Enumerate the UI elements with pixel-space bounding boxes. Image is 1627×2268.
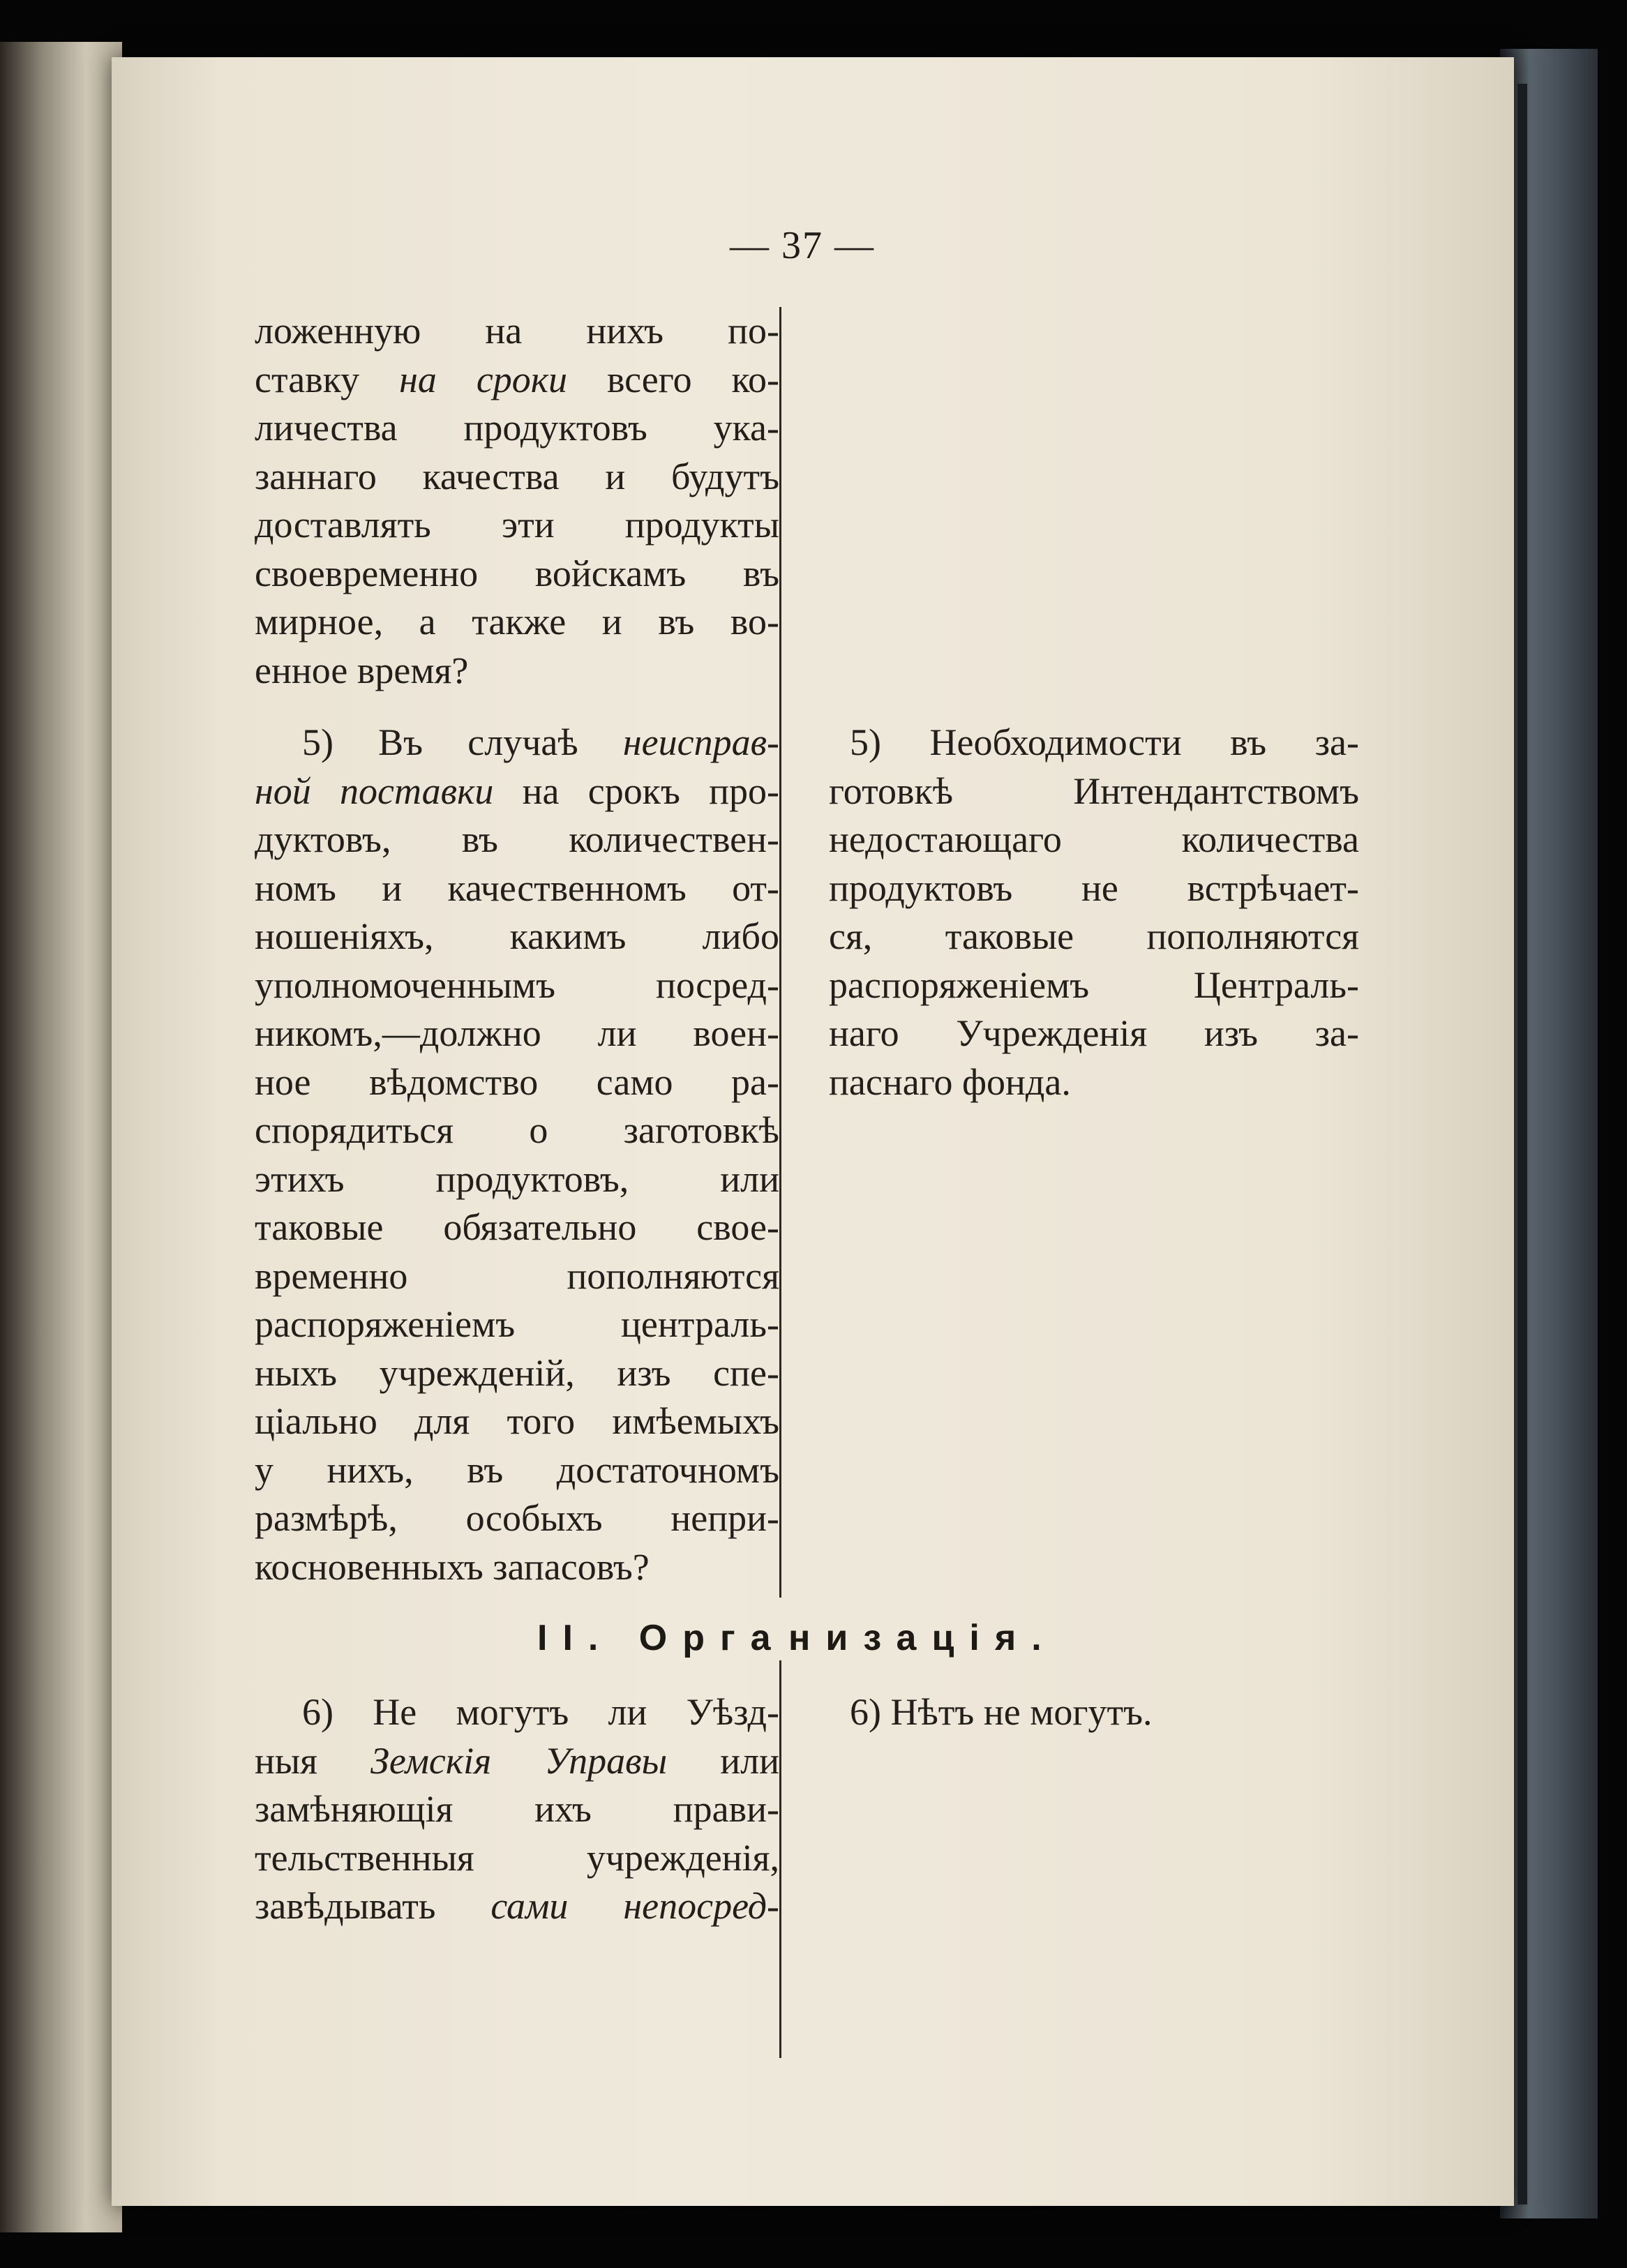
text-line: спорядиться о заготовкѣ: [255, 1109, 779, 1151]
text-line: распоряженіемъ Централь-: [829, 963, 1359, 1006]
text-line: продуктовъ не встрѣчает-: [829, 866, 1359, 909]
emphasis-text: сами непосред-: [490, 1885, 779, 1927]
text-line: 5) Необходимости въ за-: [850, 721, 1359, 763]
left-column-block-1: [255, 307, 779, 695]
text-line: мирное, а также и въ во-: [255, 601, 779, 643]
text-line: таковые обязательно свое-: [255, 1206, 779, 1248]
text-line: ложенную на нихъ по-: [255, 310, 779, 352]
text-line: своевременно войскамъ въ: [255, 552, 779, 594]
text-line: уполномоченнымъ посред-: [255, 963, 779, 1006]
text-line: замѣняющія ихъ прави-: [255, 1788, 779, 1830]
text-line: паснаго фонда.: [829, 1060, 1071, 1103]
text-line: готовкѣ Интендантствомъ: [829, 769, 1359, 812]
text-line: ныя Земскія Управы или: [255, 1739, 779, 1782]
text-line: ціально для того имѣемыхъ: [255, 1400, 779, 1442]
column-divider: [779, 1660, 781, 2058]
text-line: ныхъ учрежденій, изъ спе-: [255, 1351, 779, 1394]
right-column-answer-6: [829, 1688, 1359, 1737]
text-line: ся, таковые пополняются: [829, 915, 1359, 957]
text-line: распоряженіемъ централь-: [255, 1303, 779, 1345]
text-line: временно пополняются: [255, 1254, 779, 1297]
section-heading-left: II. Орга: [537, 1618, 786, 1658]
text-line: доставлять эти продукты: [255, 504, 779, 546]
text-line: личества продуктовъ ука-: [255, 407, 779, 449]
section-heading-right: низація.: [788, 1618, 1057, 1658]
text-line: этихъ продуктовъ, или: [255, 1157, 779, 1200]
text-line: косновенныхъ запасовъ?: [255, 1545, 650, 1588]
text-line: никомъ,—должно ли воен-: [255, 1012, 779, 1054]
text-line: ношеніяхъ, какимъ либо: [255, 915, 779, 957]
emphasis-text: на сроки: [399, 358, 568, 400]
text-line: 5) Въ случаѣ неисправ-: [302, 721, 779, 763]
text-line: недостающаго количества: [829, 818, 1359, 860]
text-line: енное время?: [255, 649, 469, 691]
right-column-answer-5: [829, 719, 1359, 1106]
text-line: размѣрѣ, особыхъ непри-: [255, 1497, 779, 1539]
column-divider: [779, 307, 781, 1598]
emphasis-text: Земскія Управы: [370, 1739, 668, 1782]
emphasis-text: неисправ-: [622, 721, 779, 763]
text-line: 6) Нѣтъ не могутъ.: [850, 1691, 1153, 1733]
text-line: наго Учрежденія изъ за-: [829, 1012, 1359, 1054]
text-line: тельственныя учрежденія,: [255, 1836, 779, 1879]
left-column-question-5: [255, 719, 779, 1591]
text-line: заннаго качества и будутъ: [255, 455, 779, 497]
emphasis-text: ной поставки: [255, 769, 494, 812]
left-page-edge: [0, 42, 122, 2232]
text-line: у нихъ, въ достаточномъ: [255, 1448, 779, 1491]
book-cover: [1500, 49, 1598, 2218]
text-line: завѣдывать сами непосред-: [255, 1885, 779, 1927]
text-line: ной поставки на срокъ про-: [255, 769, 779, 812]
text-line: ставку на сроки всего ко-: [255, 358, 779, 400]
page-number: — 37 —: [730, 224, 875, 267]
text-line: номъ и качественномъ от-: [255, 866, 779, 909]
text-line: 6) Не могутъ ли Уѣзд-: [302, 1691, 779, 1733]
text-line: дуктовъ, въ количествен-: [255, 818, 779, 860]
left-column-question-6: [255, 1688, 779, 1931]
text-line: ное вѣдомство само ра-: [255, 1060, 779, 1103]
cover-edge: [1517, 84, 1527, 2205]
